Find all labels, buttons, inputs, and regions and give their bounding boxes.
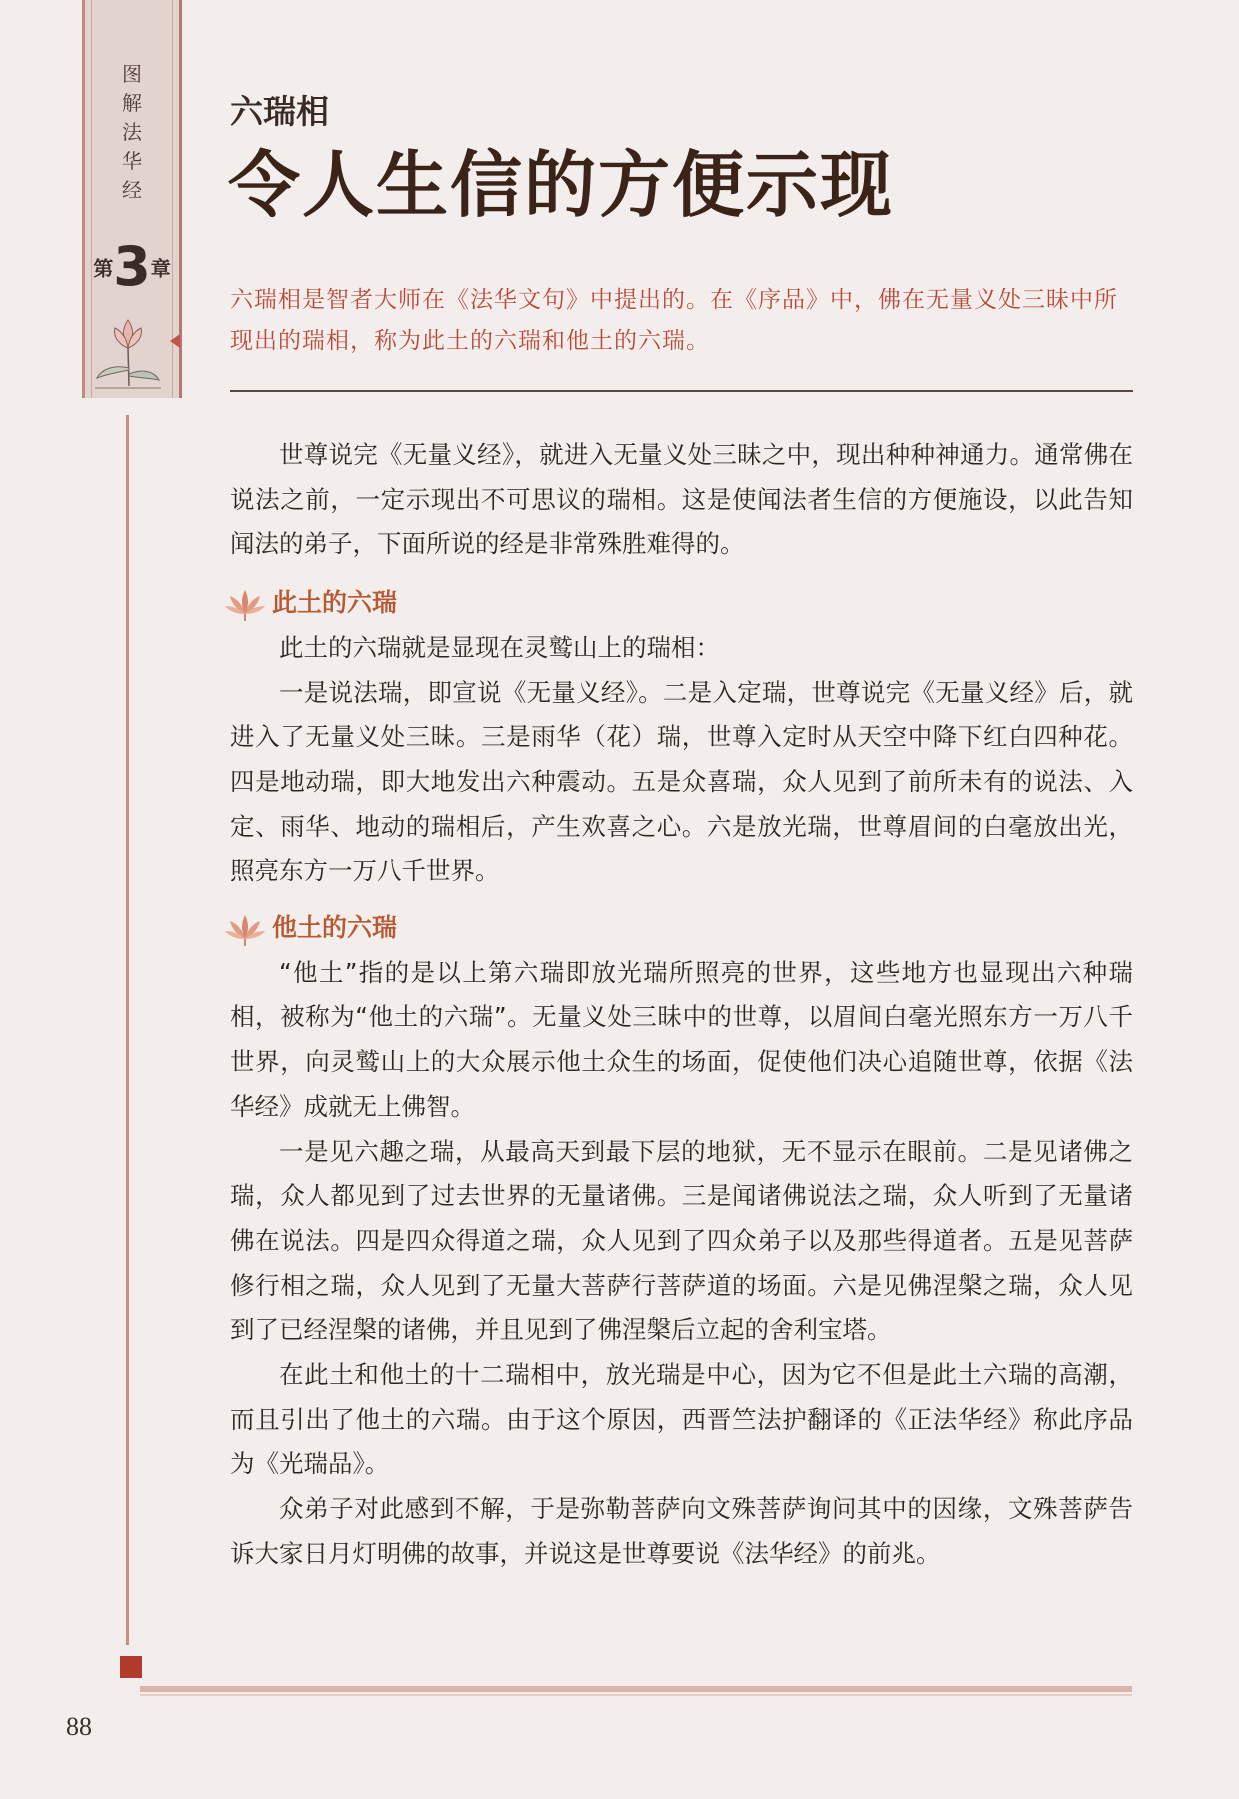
book-title-char: 法 (122, 120, 142, 144)
book-title-char: 图 (122, 62, 142, 86)
book-title-char: 经 (122, 178, 142, 202)
book-title-vertical (85, 60, 179, 205)
page-number: 88 (66, 1712, 92, 1741)
paragraph: “他土”指的是以上第六瑞即放光瑞所照亮的世界，这些地方也显现出六种瑞相，被称为“他土的六瑞”。无量义处三昧中的世尊，以眉间白毫光照东方一万八千世界，向灵鹫山上的大众展示他土众生的场面，促使他们决心追随世尊，依据《法华经》成就无上佛智。 (230, 957, 1133, 1121)
chapter-side-tab (82, 0, 182, 398)
intro-summary: 六瑞相是智者大师在《法华文句》中提出的。在《序品》中，佛在无量义处三昧中所现出的瑞相，称为此土的六瑞和他土的六瑞。 (230, 287, 1118, 354)
tab-flag-marker (170, 334, 180, 348)
footer-rule-thin (140, 1694, 1132, 1696)
footer-square-marker (120, 1656, 142, 1678)
paragraph: 一是见六趣之瑞，从最高天到最下层的地狱，无不显示在眼前。二是见诸佛之瑞，众人都见到了过去世界的无量诸佛。三是闻诸佛说法之瑞，众人听到了无量诸佛在说法。四是四众得道之瑞，众人见到了四众弟子以及那些得道者。五是见菩萨修行相之瑞，众人见到了无量大菩萨行菩萨道的场面。六是见佛涅槃之瑞，众人见到了已经涅槃的诸佛，并且见到了佛涅槃后立起的舍利宝塔。 (230, 1136, 1133, 1345)
paragraph: 此土的六瑞就是显现在灵鹫山上的瑞相： (279, 632, 720, 662)
left-margin-rule (126, 415, 129, 1645)
page-subtitle: 六瑞相 (230, 92, 329, 131)
footer-rule (140, 1686, 1132, 1692)
section-heading-text: 他土的六瑞 (272, 913, 398, 943)
page-title: 令人生信的方便示现 (228, 143, 895, 227)
section-heading-text: 此土的六瑞 (272, 588, 398, 618)
paragraph: 一是说法瑞，即宣说《无量义经》。二是入定瑞，世尊说完《无量义经》后，就进入了无量义处三昧。三是雨华（花）瑞，世尊入定时从天空中降下红白四种花。四是地动瑞，即大地发出六种震动。五是众喜瑞，众人见到了前所未有的说法、入定、雨华、地动的瑞相后，产生欢喜之心。六是放光瑞，世尊眉间的白毫放出光，照亮东方一万八千世界。 (230, 677, 1133, 886)
intro-divider (230, 390, 1133, 392)
book-title-char: 解 (122, 91, 142, 115)
paragraph: 在此土和他土的十二瑞相中，放光瑞是中心，因为它不但是此土六瑞的高潮，而且引出了他土的六瑞。由于这个原因，西晋竺法护翻译的《正法华经》称此序品为《光瑞品》。 (230, 1360, 1133, 1479)
chapter-suffix: 章 (150, 256, 171, 281)
chapter-prefix: 第 (93, 256, 114, 281)
section-heading (224, 906, 1133, 951)
chapter-label (77, 235, 187, 298)
lotus-bullet-icon (224, 584, 266, 622)
lotus-illustration-icon (93, 308, 163, 390)
paragraph: 众弟子对此感到不解，于是弥勒菩萨向文殊菩萨询问其中的因缘，文殊菩萨告诉大家日月灯明佛的故事，并说这是世尊要说《法华经》的前兆。 (230, 1494, 1133, 1568)
lotus-bullet-icon (224, 909, 266, 947)
chapter-number: 3 (113, 235, 151, 298)
section-heading (224, 581, 1133, 626)
book-title-char: 华 (122, 149, 142, 173)
body-text (230, 433, 1133, 1577)
paragraph: 世尊说完《无量义经》，就进入无量义处三昧之中，现出种种神通力。通常佛在说法之前，一定示现出不可思议的瑞相。这是使闻法者生信的方便施设，以此告知闻法的弟子，下面所说的经是非常殊胜难得的。 (230, 440, 1133, 559)
